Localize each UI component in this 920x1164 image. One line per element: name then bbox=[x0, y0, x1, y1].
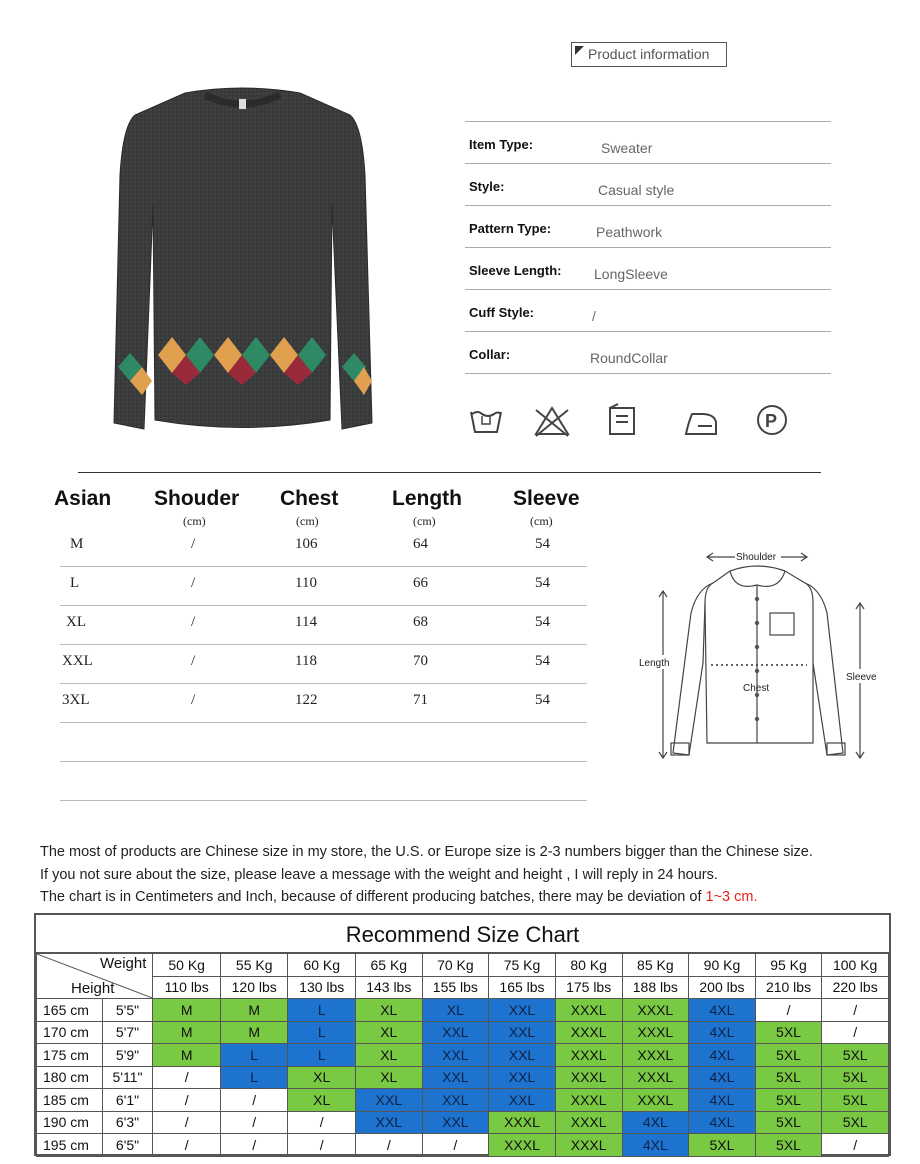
size-recommendation-cell: 4XL bbox=[689, 1044, 756, 1067]
note-line-1: The most of products are Chinese size in my store, the U.S. or Europe size is 2-3 numbers bigger than the Chinese size. bbox=[40, 844, 813, 860]
note-deviation: 1~3 cm. bbox=[705, 889, 758, 905]
size-recommendation-cell: XXL bbox=[356, 1111, 423, 1134]
size-recommendation-cell: XXL bbox=[489, 999, 556, 1022]
size-recommendation-cell: 5XL bbox=[755, 1134, 822, 1157]
height-row bbox=[37, 1089, 889, 1112]
size-recommendation-cell: 4XL bbox=[689, 1021, 756, 1044]
size-recommendation-cell: 4XL bbox=[689, 1089, 756, 1112]
size-recommendation-cell: 5XL bbox=[755, 1111, 822, 1134]
size-recommendation-cell: XXXL bbox=[555, 1111, 622, 1134]
size-recommendation-cell: XXL bbox=[422, 1111, 489, 1134]
size-row bbox=[60, 645, 587, 684]
size-recommendation-cell: / bbox=[220, 1111, 288, 1134]
size-recommendation-cell: / bbox=[153, 1134, 221, 1157]
height-cm-cell: 190 cm bbox=[37, 1111, 103, 1134]
size-recommendation-cell: / bbox=[822, 999, 889, 1022]
size-recommendation-cell: XXXL bbox=[555, 1089, 622, 1112]
size-recommendation-cell: XXL bbox=[489, 1089, 556, 1112]
height-row bbox=[37, 1066, 889, 1089]
size-recommendation-cell: XXL bbox=[489, 1044, 556, 1067]
size-recommendation-cell: XXL bbox=[489, 1021, 556, 1044]
attr-key: Item Type: bbox=[469, 137, 534, 152]
size-recommendation-cell: 5XL bbox=[689, 1134, 756, 1157]
size-recommendation-cell: M bbox=[153, 999, 221, 1022]
col-header-sleeve: Sleeve bbox=[513, 487, 580, 510]
height-row bbox=[37, 1021, 889, 1044]
length-cell: 71 bbox=[413, 692, 428, 708]
size-notes bbox=[40, 841, 813, 909]
diagram-label-shoulder: Shoulder bbox=[736, 552, 777, 563]
length-cell: 64 bbox=[413, 536, 428, 552]
size-recommendation-cell: 5XL bbox=[755, 1066, 822, 1089]
size-recommendation-cell: XXXL bbox=[555, 1134, 622, 1157]
size-recommendation-cell: XXL bbox=[422, 1066, 489, 1089]
height-row bbox=[37, 999, 889, 1022]
length-cell: 68 bbox=[413, 614, 428, 630]
height-row bbox=[37, 1111, 889, 1134]
height-cm-cell: 165 cm bbox=[37, 999, 103, 1022]
size-recommendation-cell: XXL bbox=[422, 1089, 489, 1112]
tumble-dry-icon bbox=[610, 404, 634, 434]
size-recommendation-cell: XXXL bbox=[622, 999, 689, 1022]
dry-clean-p-icon bbox=[758, 406, 786, 434]
size-chart-table bbox=[36, 953, 889, 1157]
attr-row-cuff-style bbox=[465, 290, 831, 332]
col-header-shoulder: Shouder bbox=[154, 487, 240, 510]
height-ft-cell: 6'5" bbox=[102, 1134, 153, 1157]
shoulder-cell: / bbox=[191, 692, 196, 708]
weight-kg-cell: 50 Kg bbox=[153, 954, 221, 977]
height-cm-cell: 195 cm bbox=[37, 1134, 103, 1157]
shoulder-cell: / bbox=[191, 653, 196, 669]
recommend-size-chart bbox=[34, 913, 891, 1156]
weight-kg-cell: 90 Kg bbox=[689, 954, 756, 977]
height-cm-cell: 170 cm bbox=[37, 1021, 103, 1044]
size-recommendation-cell: / bbox=[755, 999, 822, 1022]
size-cell: XXL bbox=[62, 653, 93, 669]
weight-lbs-cell: 175 lbs bbox=[555, 976, 622, 999]
weight-kg-cell: 55 Kg bbox=[220, 954, 288, 977]
weight-lbs-cell: 155 lbs bbox=[422, 976, 489, 999]
attr-value: Peathwork bbox=[596, 224, 663, 240]
diagram-label-length: Length bbox=[639, 658, 670, 669]
note-line-3 bbox=[40, 886, 813, 909]
height-ft-cell: 5'5" bbox=[102, 999, 153, 1022]
chest-cell: 118 bbox=[295, 653, 317, 669]
height-ft-cell: 6'3" bbox=[102, 1111, 153, 1134]
size-recommendation-cell: XL bbox=[356, 1021, 423, 1044]
weight-lbs-cell: 210 lbs bbox=[755, 976, 822, 999]
weight-kg-cell: 60 Kg bbox=[288, 954, 356, 977]
col-header-asian: Asian bbox=[54, 487, 112, 510]
attr-value: / bbox=[592, 308, 596, 324]
weight-lbs-cell: 200 lbs bbox=[689, 976, 756, 999]
size-recommendation-cell: / bbox=[822, 1134, 889, 1157]
weight-label: Weight bbox=[99, 955, 147, 972]
height-cm-cell: 175 cm bbox=[37, 1044, 103, 1067]
chest-cell: 122 bbox=[295, 692, 318, 708]
size-recommendation-cell: / bbox=[220, 1089, 288, 1112]
height-ft-cell: 5'9" bbox=[102, 1044, 153, 1067]
size-recommendation-cell: XXXL bbox=[622, 1066, 689, 1089]
size-recommendation-cell: 5XL bbox=[755, 1044, 822, 1067]
col-header-chest: Chest bbox=[280, 487, 339, 510]
size-recommendation-cell: XXXL bbox=[555, 1044, 622, 1067]
weight-kg-cell: 80 Kg bbox=[555, 954, 622, 977]
size-recommendation-cell: 5XL bbox=[755, 1089, 822, 1112]
size-recommendation-cell: / bbox=[153, 1089, 221, 1112]
size-recommendation-cell: XXL bbox=[489, 1066, 556, 1089]
unit-label: (cm) bbox=[530, 514, 553, 528]
attr-key: Sleeve Length: bbox=[469, 263, 562, 278]
weight-lbs-cell: 220 lbs bbox=[822, 976, 889, 999]
size-recommendation-cell: / bbox=[153, 1066, 221, 1089]
product-information-header bbox=[571, 42, 727, 67]
attr-row-style bbox=[465, 164, 831, 206]
size-recommendation-cell: XXXL bbox=[622, 1089, 689, 1112]
size-cell: XL bbox=[66, 614, 86, 630]
size-recommendation-cell: 4XL bbox=[622, 1111, 689, 1134]
section-divider bbox=[78, 472, 821, 473]
size-recommendation-cell: XXXL bbox=[555, 999, 622, 1022]
corner-triangle-icon bbox=[575, 46, 584, 55]
attribute-list bbox=[465, 121, 831, 374]
attr-key: Pattern Type: bbox=[469, 221, 552, 236]
attr-value: Sweater bbox=[601, 140, 653, 156]
weight-lbs-row bbox=[37, 976, 889, 999]
weight-lbs-cell: 143 lbs bbox=[356, 976, 423, 999]
size-cell: L bbox=[70, 575, 80, 591]
length-cell: 70 bbox=[413, 653, 428, 669]
weight-lbs-cell: 188 lbs bbox=[622, 976, 689, 999]
length-cell: 66 bbox=[413, 575, 428, 591]
attr-row-sleeve-length bbox=[465, 248, 831, 290]
no-bleach-icon bbox=[536, 408, 568, 436]
size-recommendation-cell: / bbox=[288, 1134, 356, 1157]
size-recommendation-cell: XXL bbox=[356, 1089, 423, 1112]
diagram-label-chest: Chest bbox=[743, 683, 770, 694]
attr-value: LongSleeve bbox=[594, 266, 668, 282]
attr-key: Collar: bbox=[469, 347, 511, 362]
weight-kg-cell: 100 Kg bbox=[822, 954, 889, 977]
size-recommendation-cell: 4XL bbox=[689, 1111, 756, 1134]
height-row bbox=[37, 1044, 889, 1067]
chest-cell: 114 bbox=[295, 614, 317, 630]
chest-cell: 106 bbox=[295, 536, 318, 552]
size-recommendation-cell: L bbox=[288, 1021, 356, 1044]
attr-row-item-type bbox=[465, 122, 831, 164]
size-recommendation-cell: L bbox=[220, 1044, 288, 1067]
weight-lbs-cell: 110 lbs bbox=[153, 976, 221, 999]
size-cell: M bbox=[70, 536, 84, 552]
unit-label: (cm) bbox=[183, 514, 206, 528]
attr-key: Cuff Style: bbox=[469, 305, 534, 320]
height-row bbox=[37, 1134, 889, 1157]
hand-wash-icon bbox=[471, 412, 501, 432]
size-cell: 3XL bbox=[62, 692, 90, 708]
size-row bbox=[60, 528, 587, 567]
size-recommendation-cell: M bbox=[220, 1021, 288, 1044]
sleeve-cell: 54 bbox=[535, 536, 550, 552]
size-row-empty bbox=[60, 723, 587, 762]
size-recommendation-cell: 5XL bbox=[822, 1044, 889, 1067]
size-recommendation-cell: M bbox=[220, 999, 288, 1022]
unit-label: (cm) bbox=[413, 514, 436, 528]
height-ft-cell: 5'11" bbox=[102, 1066, 153, 1089]
weight-kg-cell: 65 Kg bbox=[356, 954, 423, 977]
size-recommendation-cell: XXXL bbox=[489, 1111, 556, 1134]
size-row-empty bbox=[60, 762, 587, 801]
attr-value: RoundCollar bbox=[590, 350, 668, 366]
size-recommendation-cell: XXXL bbox=[622, 1021, 689, 1044]
size-recommendation-cell: / bbox=[220, 1134, 288, 1157]
sleeve-cell: 54 bbox=[535, 692, 550, 708]
product-information-label: Product information bbox=[588, 46, 710, 62]
weight-kg-cell: 70 Kg bbox=[422, 954, 489, 977]
care-icons bbox=[468, 402, 798, 440]
size-recommendation-cell: / bbox=[356, 1134, 423, 1157]
attr-row-collar bbox=[465, 332, 831, 374]
sleeve-cell: 54 bbox=[535, 614, 550, 630]
size-recommendation-cell: XXXL bbox=[489, 1134, 556, 1157]
weight-kg-row bbox=[37, 954, 889, 977]
height-cm-cell: 185 cm bbox=[37, 1089, 103, 1112]
attr-key: Style: bbox=[469, 179, 505, 194]
size-recommendation-cell: / bbox=[153, 1111, 221, 1134]
height-label: Height bbox=[71, 980, 115, 997]
col-header-length: Length bbox=[392, 487, 462, 510]
weight-kg-cell: 85 Kg bbox=[622, 954, 689, 977]
note-line-2: If you not sure about the size, please leave a message with the weight and height , I will reply in 24 hours. bbox=[40, 866, 718, 883]
size-recommendation-cell: XXXL bbox=[622, 1044, 689, 1067]
size-recommendation-cell: L bbox=[220, 1066, 288, 1089]
size-recommendation-cell: 4XL bbox=[689, 1066, 756, 1089]
size-recommendation-cell: / bbox=[288, 1111, 356, 1134]
attr-row-pattern-type bbox=[465, 206, 831, 248]
size-recommendation-cell: / bbox=[422, 1134, 489, 1157]
unit-label: (cm) bbox=[296, 514, 319, 528]
size-recommendation-cell: XL bbox=[356, 999, 423, 1022]
size-recommendation-cell: 5XL bbox=[822, 1111, 889, 1134]
sweater-product-image bbox=[110, 85, 375, 435]
shoulder-cell: / bbox=[191, 575, 196, 591]
weight-lbs-cell: 130 lbs bbox=[288, 976, 356, 999]
sleeve-cell: 54 bbox=[535, 575, 550, 591]
size-recommendation-cell: XL bbox=[356, 1044, 423, 1067]
height-cm-cell: 180 cm bbox=[37, 1066, 103, 1089]
sleeve-cell: 54 bbox=[535, 653, 550, 669]
size-recommendation-cell: 5XL bbox=[822, 1089, 889, 1112]
size-row bbox=[60, 606, 587, 645]
size-row bbox=[60, 567, 587, 606]
size-recommendation-cell: / bbox=[822, 1021, 889, 1044]
shoulder-cell: / bbox=[191, 614, 196, 630]
size-recommendation-cell: 4XL bbox=[689, 999, 756, 1022]
size-recommendation-cell: XL bbox=[288, 1066, 356, 1089]
size-recommendation-cell: XXL bbox=[422, 1021, 489, 1044]
corner-header-cell bbox=[37, 954, 153, 999]
weight-kg-cell: 95 Kg bbox=[755, 954, 822, 977]
size-recommendation-cell: XXXL bbox=[555, 1021, 622, 1044]
height-ft-cell: 5'7" bbox=[102, 1021, 153, 1044]
size-recommendation-cell: XXXL bbox=[555, 1066, 622, 1089]
shoulder-cell: / bbox=[191, 536, 196, 552]
size-recommendation-cell: 4XL bbox=[622, 1134, 689, 1157]
size-recommendation-cell: L bbox=[288, 999, 356, 1022]
size-recommendation-cell: XL bbox=[422, 999, 489, 1022]
note-line-3-text: The chart is in Centimeters and Inch, because of different producing batches, there may be deviation of bbox=[40, 889, 706, 905]
size-row bbox=[60, 684, 587, 723]
chart-title: Recommend Size Chart bbox=[36, 915, 889, 953]
chest-cell: 110 bbox=[295, 575, 317, 591]
iron-icon bbox=[686, 414, 716, 434]
weight-kg-cell: 75 Kg bbox=[489, 954, 556, 977]
size-recommendation-cell: M bbox=[153, 1044, 221, 1067]
size-recommendation-cell: XXL bbox=[422, 1044, 489, 1067]
svg-text:P: P bbox=[765, 411, 778, 431]
measurement-diagram bbox=[635, 543, 890, 775]
attr-value: Casual style bbox=[598, 182, 675, 198]
weight-lbs-cell: 120 lbs bbox=[220, 976, 288, 999]
diagram-label-sleeve: Sleeve bbox=[846, 672, 877, 683]
size-recommendation-cell: 5XL bbox=[822, 1066, 889, 1089]
size-recommendation-cell: 5XL bbox=[755, 1021, 822, 1044]
size-recommendation-cell: XL bbox=[356, 1066, 423, 1089]
height-ft-cell: 6'1" bbox=[102, 1089, 153, 1112]
size-recommendation-cell: M bbox=[153, 1021, 221, 1044]
size-recommendation-cell: XL bbox=[288, 1089, 356, 1112]
size-recommendation-cell: L bbox=[288, 1044, 356, 1067]
weight-lbs-cell: 165 lbs bbox=[489, 976, 556, 999]
